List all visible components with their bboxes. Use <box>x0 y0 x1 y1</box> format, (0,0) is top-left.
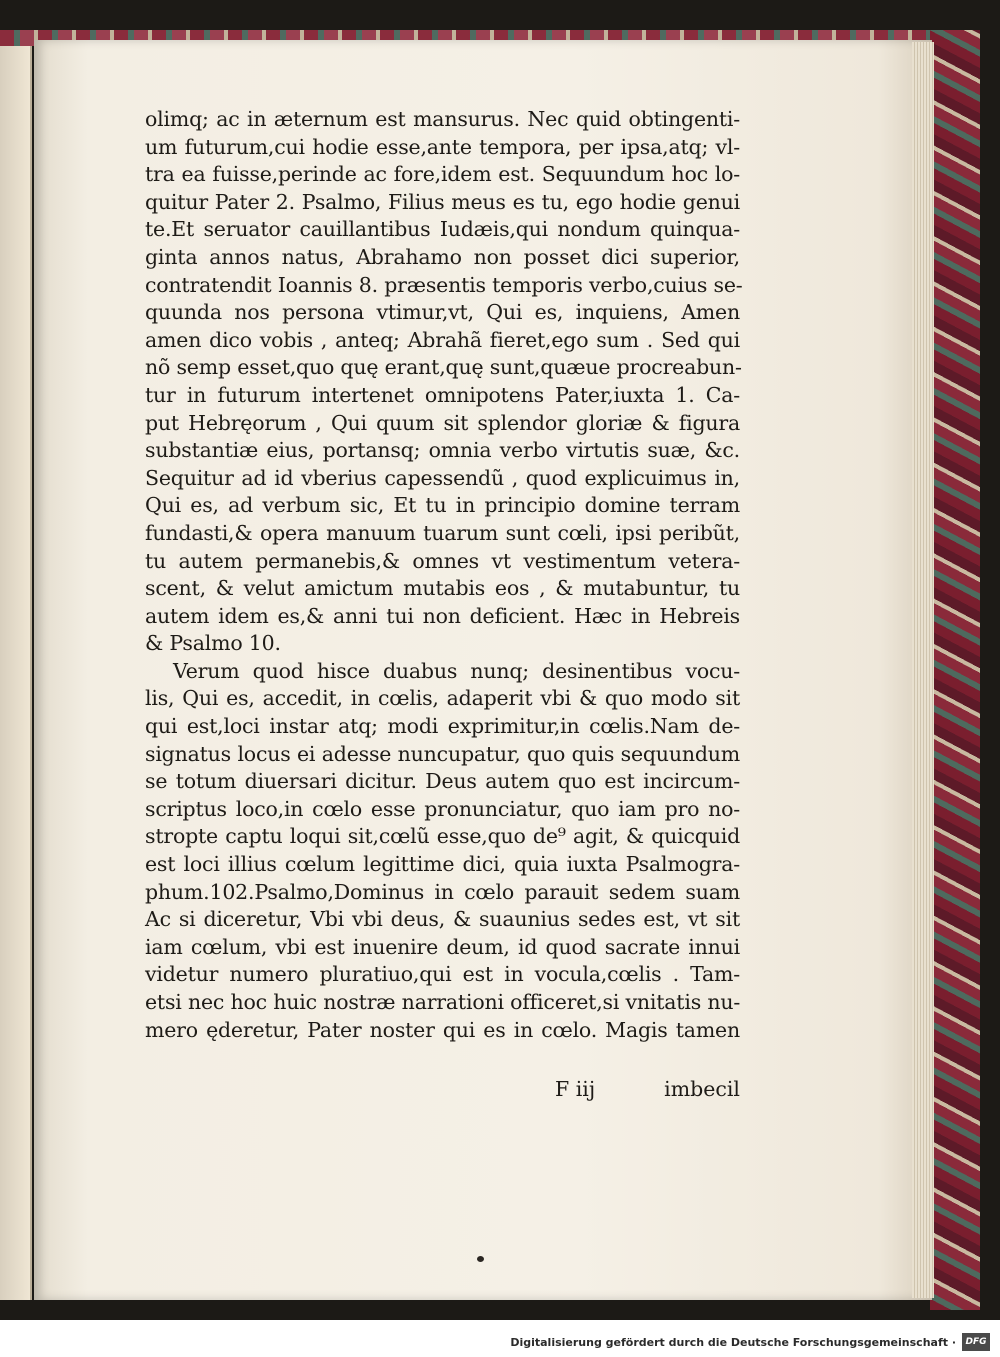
text-line: substantiæ eius, portansq; omnia verbo virtutis suæ, &c. <box>145 438 740 463</box>
text-line: stropte captu loqui sit,cœlũ esse,quo de⁹ agit, & quicquid <box>145 824 740 849</box>
funding-credit: Digitalisierung gefördert durch die Deutsche Forschungsgemeinschaft · <box>510 1336 956 1349</box>
text-line: tu autem permanebis,& omnes vt vestimentum vetera- <box>145 548 740 573</box>
text-line: autem idem es,& anni tui non deficient. Hæc in Hebreis <box>145 603 740 628</box>
text-line: quitur Pater 2. Psalmo, Filius meus es tu, ego hodie genui <box>145 189 740 214</box>
dfg-logo: DFG <box>962 1333 990 1351</box>
text-line: videtur numero pluratiuo,qui est in vocula,cœlis . Tam- <box>145 962 740 987</box>
text-line: Sequitur ad id vberius capessendũ , quod explicuimus in, <box>145 465 740 490</box>
signature-mark: F iij <box>555 1077 596 1101</box>
text-line: qui est,loci instar atq; modi exprimitur,in cœlis.Nam de- <box>145 714 740 739</box>
signature-line <box>555 1077 740 1107</box>
text-line: Qui es, ad verbum sic, Et tu in principio domine terram <box>145 493 740 518</box>
footer-bar <box>0 1320 1000 1357</box>
text-line: signatus locus ei adesse nuncupatur, quo quis sequundum <box>145 741 740 766</box>
text-line: mero ęderetur, Pater noster qui es in cœlo. Magis tamen <box>145 1017 740 1042</box>
text-line: se totum diuersari dicitur. Deus autem quo est incircum- <box>145 769 740 794</box>
text-line: olimq; ac in æternum est mansurus. Nec quid obtingenti- <box>145 107 740 131</box>
page-stack-edge <box>912 42 934 1298</box>
text-line: ginta annos natus, Abrahamo non posset dici superior, <box>145 244 740 269</box>
text-line: scent, & velut amictum mutabis eos , & mutabuntur, tu <box>145 576 740 601</box>
text-line: tur in futurum intertenet omnipotens Pater,iuxta 1. Ca- <box>145 382 740 407</box>
text-line: iam cœlum, vbi est inuenire deum, id quod sacrate innui <box>145 934 740 959</box>
text-line: put Hebręorum , Qui quum sit splendor gloriæ & figura <box>145 410 740 435</box>
text-line: est loci illius cœlum legittime dici, quia iuxta Psalmogra- <box>145 852 740 877</box>
text-line: um futurum,cui hodie esse,ante tempora, per ipsa,atq; vl- <box>145 134 740 159</box>
catchword: imbecil <box>664 1077 740 1101</box>
binding-right <box>930 30 980 1310</box>
text-line: tra ea fuisse,perinde ac fore,idem est. Sequundum hoc lo- <box>145 162 740 187</box>
text-line: Verum quod hisce duabus nunq; desinentibus vocu- <box>173 658 740 683</box>
text-line: Ac si diceretur, Vbi vbi deus, & suaunius sedes est, vt sit <box>145 907 740 932</box>
text-line: quunda nos persona vtimur,vt, Qui es, inquiens, Amen <box>145 300 740 325</box>
text-line: contratendit Ioannis 8. præsentis temporis verbo,cuius se- <box>145 272 743 297</box>
facing-page-edge <box>0 46 32 1300</box>
text-line: & Psalmo 10. <box>145 631 281 656</box>
ink-spot <box>477 1256 484 1262</box>
text-line: etsi nec hoc huic nostræ narrationi officeret,si vnitatis nu- <box>145 990 741 1014</box>
text-line: phum.102.Psalmo,Dominus in cœlo parauit sedem suam <box>145 879 740 904</box>
text-block <box>145 106 743 1044</box>
text-line: fundasti,& opera manuum tuarum sunt cœli, ipsi peribũt, <box>145 520 740 545</box>
text-line: amen dico vobis , anteq; Abrahã fieret,ego sum . Sed qui <box>145 327 740 352</box>
text-line: lis, Qui es, accedit, in cœlis, adaperit vbi & quo modo sit <box>145 686 740 711</box>
text-line: te.Et seruator cauillantibus Iudæis,qui nondum quinqua- <box>145 217 740 242</box>
text-line: scriptus loco,in cœlo esse pronunciatur, quo iam pro no- <box>145 796 740 821</box>
text-line: nõ semp esset,quo quę erant,quę sunt,quæue procreabun- <box>145 355 742 380</box>
